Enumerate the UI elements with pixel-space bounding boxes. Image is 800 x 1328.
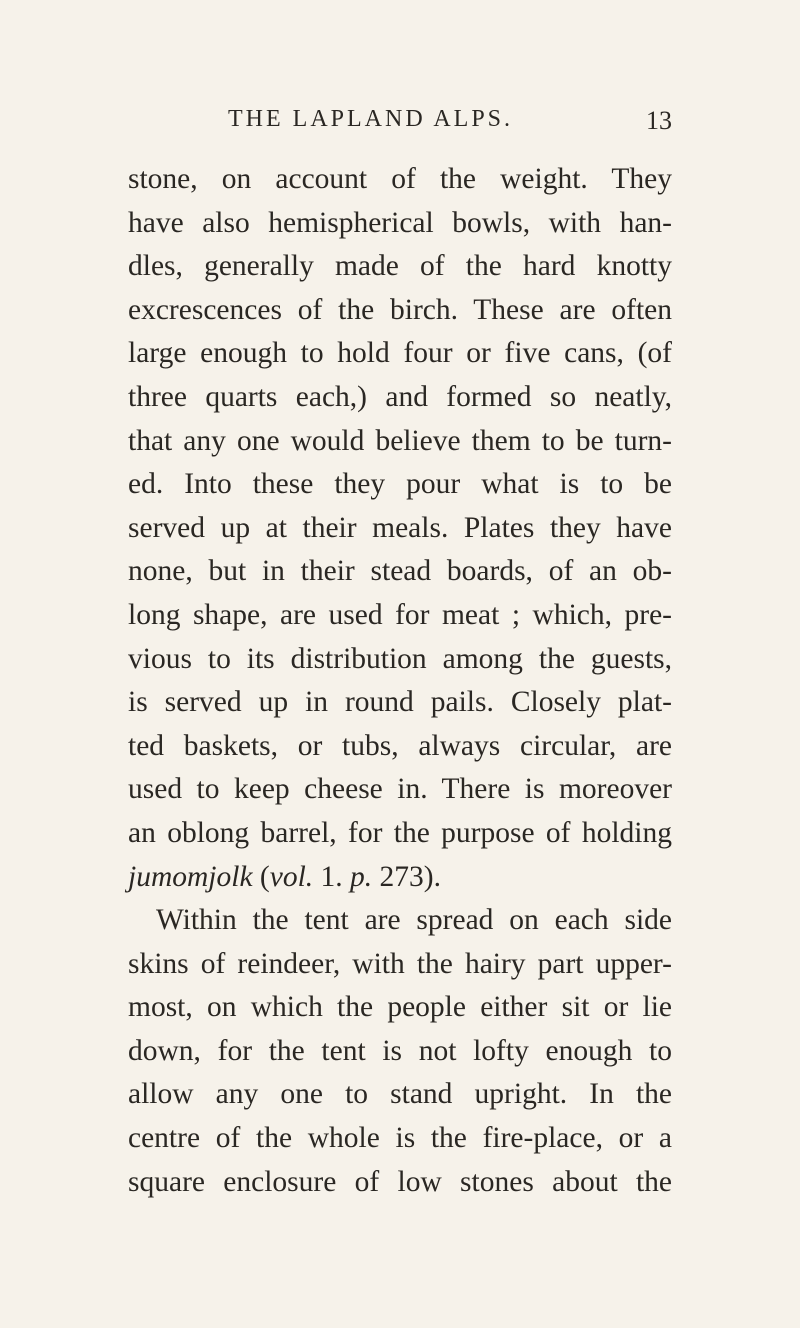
text-line: square enclosure of low stones about the <box>128 1165 672 1198</box>
running-head: THE LAPLAND ALPS. <box>228 106 514 132</box>
text-line: that any one would believe them to be turn- <box>128 424 672 457</box>
text-line: long shape, are used for meat ; which, pre- <box>128 598 672 631</box>
text-line: down, for the tent is not lofty enough to <box>128 1034 672 1067</box>
text-line: most, on which the people either sit or lie <box>128 991 672 1024</box>
text-line: none, but in their stead boards, of an ob- <box>128 555 672 588</box>
body-text <box>128 158 672 1204</box>
text-line: is served up in round pails. Closely plat- <box>128 686 672 719</box>
ref-vol-number: 1. <box>313 860 351 893</box>
text-line: vious to its distribution among the guests, <box>128 642 672 675</box>
italic-term: jumomjolk <box>128 860 253 893</box>
text-line: three quarts each,) and formed so neatly, <box>128 380 672 413</box>
text-line: stone, on account of the weight. They <box>128 163 672 195</box>
text-line: skins of reindeer, with the hairy part upper- <box>128 947 672 980</box>
text-line: have also hemispherical bowls, with han- <box>128 206 672 239</box>
text-line: large enough to hold four or five cans, (of <box>128 337 672 370</box>
ref-open: ( <box>252 860 270 893</box>
text-line: served up at their meals. Plates they have <box>128 511 672 544</box>
text-line: centre of the whole is the fire-place, or a <box>128 1122 672 1155</box>
ref-page-number: 273). <box>372 860 441 893</box>
text-line: an oblong barrel, for the purpose of holding <box>128 816 672 849</box>
ref-page-abbrev: p. <box>350 860 373 893</box>
page-number: 13 <box>646 106 672 135</box>
ref-vol-abbrev: vol. <box>269 860 314 893</box>
page-header <box>228 106 672 146</box>
text-line: dles, generally made of the hard knotty <box>128 250 672 283</box>
text-line: ed. Into these they pour what is to be <box>128 468 672 501</box>
text-line: Within the tent are spread on each side <box>156 904 672 937</box>
reference-line <box>128 856 672 900</box>
text-line: ted baskets, or tubs, always circular, are <box>128 729 672 762</box>
text-line: allow any one to stand upright. In the <box>128 1078 672 1111</box>
text-line: used to keep cheese in. There is moreover <box>128 773 672 806</box>
text-line: excrescences of the birch. These are often <box>128 293 672 326</box>
